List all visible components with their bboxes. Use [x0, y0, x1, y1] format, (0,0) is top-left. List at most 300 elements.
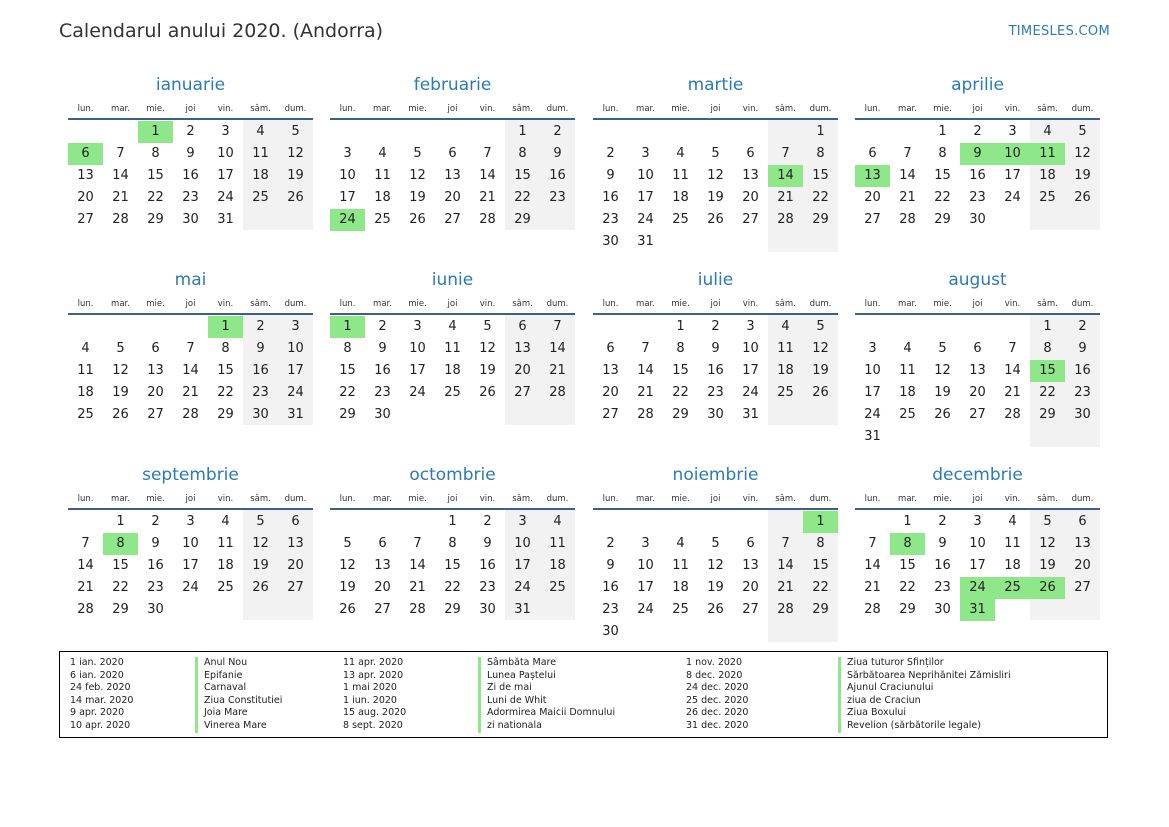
day-cell[interactable]: 28 [637, 407, 654, 422]
holiday-day-cell[interactable]: 1 [330, 316, 365, 338]
day-cell[interactable]: 22 [812, 190, 829, 205]
day-cell[interactable]: 7 [781, 146, 790, 161]
day-cell[interactable]: 29 [444, 602, 461, 617]
day-cell[interactable]: 28 [864, 602, 881, 617]
day-cell[interactable]: 14 [864, 558, 881, 573]
day-cell[interactable]: 17 [339, 190, 356, 205]
day-cell[interactable]: 9 [151, 536, 160, 551]
day-cell[interactable]: 12 [409, 168, 426, 183]
day-cell[interactable]: 22 [147, 190, 164, 205]
day-cell[interactable]: 6 [378, 536, 387, 551]
day-cell[interactable]: 11 [1004, 536, 1021, 551]
day-cell[interactable]: 16 [707, 363, 724, 378]
day-cell[interactable]: 19 [287, 168, 304, 183]
day-cell[interactable]: 17 [969, 558, 986, 573]
day-cell[interactable]: 17 [409, 363, 426, 378]
day-cell[interactable]: 29 [1039, 407, 1056, 422]
day-cell[interactable]: 1 [938, 124, 947, 139]
day-cell[interactable]: 12 [339, 558, 356, 573]
day-cell[interactable]: 8 [518, 146, 527, 161]
day-cell[interactable]: 25 [77, 407, 94, 422]
day-cell[interactable]: 20 [444, 190, 461, 205]
day-cell[interactable]: 3 [746, 319, 755, 334]
day-cell[interactable]: 7 [781, 536, 790, 551]
day-cell[interactable]: 13 [374, 558, 391, 573]
day-cell[interactable]: 24 [217, 190, 234, 205]
day-cell[interactable]: 21 [479, 190, 496, 205]
day-cell[interactable]: 22 [934, 190, 951, 205]
day-cell[interactable]: 26 [252, 580, 269, 595]
day-cell[interactable]: 3 [221, 124, 230, 139]
day-cell[interactable]: 7 [553, 319, 562, 334]
day-cell[interactable]: 14 [549, 341, 566, 356]
day-cell[interactable]: 20 [514, 363, 531, 378]
day-cell[interactable]: 17 [637, 190, 654, 205]
day-cell[interactable]: 29 [812, 212, 829, 227]
day-cell[interactable]: 24 [514, 580, 531, 595]
day-cell[interactable]: 14 [777, 558, 794, 573]
day-cell[interactable]: 16 [182, 168, 199, 183]
day-cell[interactable]: 22 [899, 580, 916, 595]
holiday-day-cell[interactable]: 1 [208, 316, 243, 338]
day-cell[interactable]: 8 [221, 341, 230, 356]
day-cell[interactable]: 14 [112, 168, 129, 183]
day-cell[interactable]: 6 [518, 319, 527, 334]
day-cell[interactable]: 28 [1004, 407, 1021, 422]
day-cell[interactable]: 8 [1043, 341, 1052, 356]
day-cell[interactable]: 11 [549, 536, 566, 551]
day-cell[interactable]: 6 [746, 536, 755, 551]
day-cell[interactable]: 21 [182, 385, 199, 400]
day-cell[interactable]: 13 [742, 558, 759, 573]
day-cell[interactable]: 7 [81, 536, 90, 551]
day-cell[interactable]: 4 [1008, 514, 1017, 529]
day-cell[interactable]: 19 [339, 580, 356, 595]
day-cell[interactable]: 5 [483, 319, 492, 334]
day-cell[interactable]: 16 [602, 580, 619, 595]
day-cell[interactable]: 21 [77, 580, 94, 595]
day-cell[interactable]: 14 [182, 363, 199, 378]
day-cell[interactable]: 18 [252, 168, 269, 183]
day-cell[interactable]: 27 [147, 407, 164, 422]
day-cell[interactable]: 23 [934, 580, 951, 595]
day-cell[interactable]: 17 [514, 558, 531, 573]
day-cell[interactable]: 2 [1078, 319, 1087, 334]
day-cell[interactable]: 7 [1008, 341, 1017, 356]
day-cell[interactable]: 15 [514, 168, 531, 183]
day-cell[interactable]: 9 [1078, 341, 1087, 356]
day-cell[interactable]: 30 [182, 212, 199, 227]
day-cell[interactable]: 5 [413, 146, 422, 161]
brand-link[interactable]: TIMESLES.COM [1008, 24, 1110, 39]
day-cell[interactable]: 3 [973, 514, 982, 529]
day-cell[interactable]: 4 [676, 536, 685, 551]
day-cell[interactable]: 2 [256, 319, 265, 334]
day-cell[interactable]: 25 [217, 580, 234, 595]
day-cell[interactable]: 7 [186, 341, 195, 356]
day-cell[interactable]: 17 [742, 363, 759, 378]
day-cell[interactable]: 28 [777, 602, 794, 617]
day-cell[interactable]: 11 [252, 146, 269, 161]
day-cell[interactable]: 10 [182, 536, 199, 551]
day-cell[interactable]: 27 [864, 212, 881, 227]
day-cell[interactable]: 27 [969, 407, 986, 422]
day-cell[interactable]: 27 [602, 407, 619, 422]
day-cell[interactable]: 16 [252, 363, 269, 378]
day-cell[interactable]: 16 [374, 363, 391, 378]
day-cell[interactable]: 15 [672, 363, 689, 378]
day-cell[interactable]: 23 [252, 385, 269, 400]
holiday-day-cell[interactable]: 15 [1030, 360, 1065, 382]
day-cell[interactable]: 22 [812, 580, 829, 595]
day-cell[interactable]: 2 [483, 514, 492, 529]
day-cell[interactable]: 8 [448, 536, 457, 551]
day-cell[interactable]: 28 [777, 212, 794, 227]
day-cell[interactable]: 5 [291, 124, 300, 139]
day-cell[interactable]: 4 [256, 124, 265, 139]
day-cell[interactable]: 20 [147, 385, 164, 400]
day-cell[interactable]: 21 [899, 190, 916, 205]
day-cell[interactable]: 31 [864, 429, 881, 444]
holiday-day-cell[interactable]: 14 [768, 165, 803, 187]
day-cell[interactable]: 21 [1004, 385, 1021, 400]
day-cell[interactable]: 13 [602, 363, 619, 378]
day-cell[interactable]: 5 [711, 146, 720, 161]
day-cell[interactable]: 10 [409, 341, 426, 356]
day-cell[interactable]: 24 [287, 385, 304, 400]
day-cell[interactable]: 9 [553, 146, 562, 161]
day-cell[interactable]: 3 [186, 514, 195, 529]
day-cell[interactable]: 24 [637, 212, 654, 227]
day-cell[interactable]: 4 [448, 319, 457, 334]
day-cell[interactable]: 25 [252, 190, 269, 205]
day-cell[interactable]: 23 [182, 190, 199, 205]
day-cell[interactable]: 30 [969, 212, 986, 227]
day-cell[interactable]: 7 [413, 536, 422, 551]
day-cell[interactable]: 24 [1004, 190, 1021, 205]
day-cell[interactable]: 5 [816, 319, 825, 334]
day-cell[interactable]: 13 [742, 168, 759, 183]
day-cell[interactable]: 5 [1043, 514, 1052, 529]
day-cell[interactable]: 25 [777, 385, 794, 400]
day-cell[interactable]: 22 [339, 385, 356, 400]
day-cell[interactable]: 1 [448, 514, 457, 529]
day-cell[interactable]: 20 [77, 190, 94, 205]
day-cell[interactable]: 1 [1043, 319, 1052, 334]
day-cell[interactable]: 30 [602, 234, 619, 249]
day-cell[interactable]: 15 [812, 168, 829, 183]
day-cell[interactable]: 1 [676, 319, 685, 334]
day-cell[interactable]: 27 [742, 212, 759, 227]
day-cell[interactable]: 22 [444, 580, 461, 595]
day-cell[interactable]: 12 [934, 363, 951, 378]
day-cell[interactable]: 13 [287, 536, 304, 551]
day-cell[interactable]: 2 [606, 536, 615, 551]
day-cell[interactable]: 19 [1039, 558, 1056, 573]
day-cell[interactable]: 27 [374, 602, 391, 617]
day-cell[interactable]: 7 [903, 146, 912, 161]
holiday-day-cell[interactable]: 25 [995, 577, 1030, 599]
day-cell[interactable]: 31 [217, 212, 234, 227]
day-cell[interactable]: 4 [81, 341, 90, 356]
day-cell[interactable]: 19 [112, 385, 129, 400]
day-cell[interactable]: 21 [549, 363, 566, 378]
day-cell[interactable]: 24 [637, 602, 654, 617]
day-cell[interactable]: 31 [742, 407, 759, 422]
day-cell[interactable]: 8 [816, 146, 825, 161]
day-cell[interactable]: 9 [256, 341, 265, 356]
day-cell[interactable]: 17 [864, 385, 881, 400]
day-cell[interactable]: 3 [291, 319, 300, 334]
day-cell[interactable]: 23 [479, 580, 496, 595]
day-cell[interactable]: 28 [182, 407, 199, 422]
day-cell[interactable]: 6 [868, 146, 877, 161]
day-cell[interactable]: 20 [864, 190, 881, 205]
day-cell[interactable]: 9 [711, 341, 720, 356]
day-cell[interactable]: 4 [676, 146, 685, 161]
day-cell[interactable]: 6 [973, 341, 982, 356]
day-cell[interactable]: 29 [514, 212, 531, 227]
day-cell[interactable]: 9 [483, 536, 492, 551]
day-cell[interactable]: 28 [112, 212, 129, 227]
day-cell[interactable]: 2 [151, 514, 160, 529]
day-cell[interactable]: 8 [676, 341, 685, 356]
day-cell[interactable]: 2 [378, 319, 387, 334]
day-cell[interactable]: 29 [899, 602, 916, 617]
day-cell[interactable]: 21 [112, 190, 129, 205]
day-cell[interactable]: 26 [1074, 190, 1091, 205]
day-cell[interactable]: 12 [287, 146, 304, 161]
day-cell[interactable]: 14 [899, 168, 916, 183]
day-cell[interactable]: 8 [151, 146, 160, 161]
day-cell[interactable]: 12 [479, 341, 496, 356]
day-cell[interactable]: 20 [602, 385, 619, 400]
day-cell[interactable]: 23 [602, 602, 619, 617]
day-cell[interactable]: 2 [186, 124, 195, 139]
day-cell[interactable]: 27 [742, 602, 759, 617]
holiday-day-cell[interactable]: 13 [855, 165, 890, 187]
day-cell[interactable]: 13 [1074, 536, 1091, 551]
day-cell[interactable]: 2 [553, 124, 562, 139]
day-cell[interactable]: 9 [378, 341, 387, 356]
day-cell[interactable]: 6 [1078, 514, 1087, 529]
day-cell[interactable]: 28 [899, 212, 916, 227]
day-cell[interactable]: 22 [112, 580, 129, 595]
day-cell[interactable]: 24 [742, 385, 759, 400]
day-cell[interactable]: 25 [444, 385, 461, 400]
day-cell[interactable]: 13 [147, 363, 164, 378]
day-cell[interactable]: 29 [217, 407, 234, 422]
day-cell[interactable]: 23 [147, 580, 164, 595]
day-cell[interactable]: 23 [1074, 385, 1091, 400]
day-cell[interactable]: 4 [553, 514, 562, 529]
day-cell[interactable]: 9 [606, 558, 615, 573]
day-cell[interactable]: 18 [777, 363, 794, 378]
day-cell[interactable]: 25 [899, 407, 916, 422]
day-cell[interactable]: 27 [444, 212, 461, 227]
holiday-day-cell[interactable]: 11 [1030, 143, 1065, 165]
day-cell[interactable]: 25 [1039, 190, 1056, 205]
day-cell[interactable]: 9 [938, 536, 947, 551]
day-cell[interactable]: 8 [343, 341, 352, 356]
day-cell[interactable]: 5 [1078, 124, 1087, 139]
day-cell[interactable]: 7 [483, 146, 492, 161]
day-cell[interactable]: 12 [112, 363, 129, 378]
day-cell[interactable]: 5 [256, 514, 265, 529]
day-cell[interactable]: 1 [518, 124, 527, 139]
day-cell[interactable]: 21 [409, 580, 426, 595]
day-cell[interactable]: 26 [409, 212, 426, 227]
holiday-day-cell[interactable]: 31 [960, 599, 995, 621]
day-cell[interactable]: 31 [287, 407, 304, 422]
day-cell[interactable]: 6 [448, 146, 457, 161]
day-cell[interactable]: 10 [339, 168, 356, 183]
day-cell[interactable]: 31 [514, 602, 531, 617]
day-cell[interactable]: 30 [707, 407, 724, 422]
day-cell[interactable]: 17 [1004, 168, 1021, 183]
day-cell[interactable]: 26 [112, 407, 129, 422]
day-cell[interactable]: 2 [606, 146, 615, 161]
day-cell[interactable]: 24 [182, 580, 199, 595]
day-cell[interactable]: 16 [479, 558, 496, 573]
day-cell[interactable]: 19 [1074, 168, 1091, 183]
day-cell[interactable]: 30 [374, 407, 391, 422]
day-cell[interactable]: 30 [252, 407, 269, 422]
day-cell[interactable]: 15 [444, 558, 461, 573]
day-cell[interactable]: 22 [1039, 385, 1056, 400]
day-cell[interactable]: 6 [151, 341, 160, 356]
day-cell[interactable]: 11 [374, 168, 391, 183]
day-cell[interactable]: 19 [252, 558, 269, 573]
day-cell[interactable]: 12 [707, 168, 724, 183]
day-cell[interactable]: 17 [217, 168, 234, 183]
day-cell[interactable]: 27 [287, 580, 304, 595]
day-cell[interactable]: 30 [934, 602, 951, 617]
day-cell[interactable]: 20 [742, 580, 759, 595]
day-cell[interactable]: 22 [672, 385, 689, 400]
day-cell[interactable]: 10 [637, 558, 654, 573]
day-cell[interactable]: 17 [287, 363, 304, 378]
day-cell[interactable]: 18 [1039, 168, 1056, 183]
day-cell[interactable]: 6 [746, 146, 755, 161]
day-cell[interactable]: 17 [182, 558, 199, 573]
day-cell[interactable]: 27 [1074, 580, 1091, 595]
day-cell[interactable]: 15 [217, 363, 234, 378]
day-cell[interactable]: 25 [672, 602, 689, 617]
day-cell[interactable]: 28 [479, 212, 496, 227]
day-cell[interactable]: 18 [1004, 558, 1021, 573]
day-cell[interactable]: 30 [602, 624, 619, 639]
day-cell[interactable]: 17 [637, 580, 654, 595]
day-cell[interactable]: 16 [934, 558, 951, 573]
holiday-day-cell[interactable]: 24 [960, 577, 995, 599]
day-cell[interactable]: 1 [116, 514, 125, 529]
day-cell[interactable]: 30 [479, 602, 496, 617]
day-cell[interactable]: 13 [969, 363, 986, 378]
day-cell[interactable]: 18 [672, 580, 689, 595]
day-cell[interactable]: 4 [781, 319, 790, 334]
day-cell[interactable]: 28 [409, 602, 426, 617]
holiday-day-cell[interactable]: 1 [138, 121, 173, 143]
day-cell[interactable]: 26 [934, 407, 951, 422]
day-cell[interactable]: 8 [816, 536, 825, 551]
day-cell[interactable]: 11 [672, 168, 689, 183]
day-cell[interactable]: 29 [112, 602, 129, 617]
day-cell[interactable]: 13 [514, 341, 531, 356]
holiday-day-cell[interactable]: 8 [890, 533, 925, 555]
holiday-day-cell[interactable]: 9 [960, 143, 995, 165]
day-cell[interactable]: 12 [812, 341, 829, 356]
day-cell[interactable]: 23 [969, 190, 986, 205]
day-cell[interactable]: 10 [864, 363, 881, 378]
holiday-day-cell[interactable]: 26 [1030, 577, 1065, 599]
day-cell[interactable]: 18 [672, 190, 689, 205]
day-cell[interactable]: 29 [934, 212, 951, 227]
day-cell[interactable]: 25 [374, 212, 391, 227]
day-cell[interactable]: 30 [147, 602, 164, 617]
day-cell[interactable]: 23 [602, 212, 619, 227]
day-cell[interactable]: 1 [816, 124, 825, 139]
day-cell[interactable]: 2 [973, 124, 982, 139]
day-cell[interactable]: 23 [549, 190, 566, 205]
day-cell[interactable]: 22 [514, 190, 531, 205]
day-cell[interactable]: 19 [707, 580, 724, 595]
day-cell[interactable]: 12 [707, 558, 724, 573]
day-cell[interactable]: 3 [868, 341, 877, 356]
day-cell[interactable]: 20 [1074, 558, 1091, 573]
day-cell[interactable]: 4 [221, 514, 230, 529]
day-cell[interactable]: 16 [1074, 363, 1091, 378]
day-cell[interactable]: 3 [1008, 124, 1017, 139]
day-cell[interactable]: 31 [637, 234, 654, 249]
day-cell[interactable]: 12 [1039, 536, 1056, 551]
day-cell[interactable]: 19 [707, 190, 724, 205]
day-cell[interactable]: 18 [899, 385, 916, 400]
day-cell[interactable]: 4 [378, 146, 387, 161]
day-cell[interactable]: 29 [672, 407, 689, 422]
day-cell[interactable]: 11 [217, 536, 234, 551]
day-cell[interactable]: 11 [777, 341, 794, 356]
day-cell[interactable]: 8 [938, 146, 947, 161]
day-cell[interactable]: 10 [217, 146, 234, 161]
day-cell[interactable]: 6 [291, 514, 300, 529]
day-cell[interactable]: 30 [1074, 407, 1091, 422]
holiday-day-cell[interactable]: 24 [330, 209, 365, 231]
day-cell[interactable]: 19 [479, 363, 496, 378]
day-cell[interactable]: 13 [77, 168, 94, 183]
day-cell[interactable]: 20 [969, 385, 986, 400]
holiday-day-cell[interactable]: 6 [68, 143, 103, 165]
day-cell[interactable]: 27 [514, 385, 531, 400]
day-cell[interactable]: 10 [287, 341, 304, 356]
day-cell[interactable]: 23 [707, 385, 724, 400]
day-cell[interactable]: 24 [864, 407, 881, 422]
day-cell[interactable]: 28 [77, 602, 94, 617]
day-cell[interactable]: 16 [602, 190, 619, 205]
holiday-day-cell[interactable]: 1 [803, 511, 838, 533]
day-cell[interactable]: 10 [514, 536, 531, 551]
day-cell[interactable]: 5 [711, 536, 720, 551]
day-cell[interactable]: 26 [707, 602, 724, 617]
day-cell[interactable]: 19 [934, 385, 951, 400]
day-cell[interactable]: 3 [343, 146, 352, 161]
day-cell[interactable]: 26 [707, 212, 724, 227]
day-cell[interactable]: 3 [641, 536, 650, 551]
day-cell[interactable]: 19 [409, 190, 426, 205]
day-cell[interactable]: 9 [606, 168, 615, 183]
day-cell[interactable]: 14 [479, 168, 496, 183]
day-cell[interactable]: 7 [641, 341, 650, 356]
